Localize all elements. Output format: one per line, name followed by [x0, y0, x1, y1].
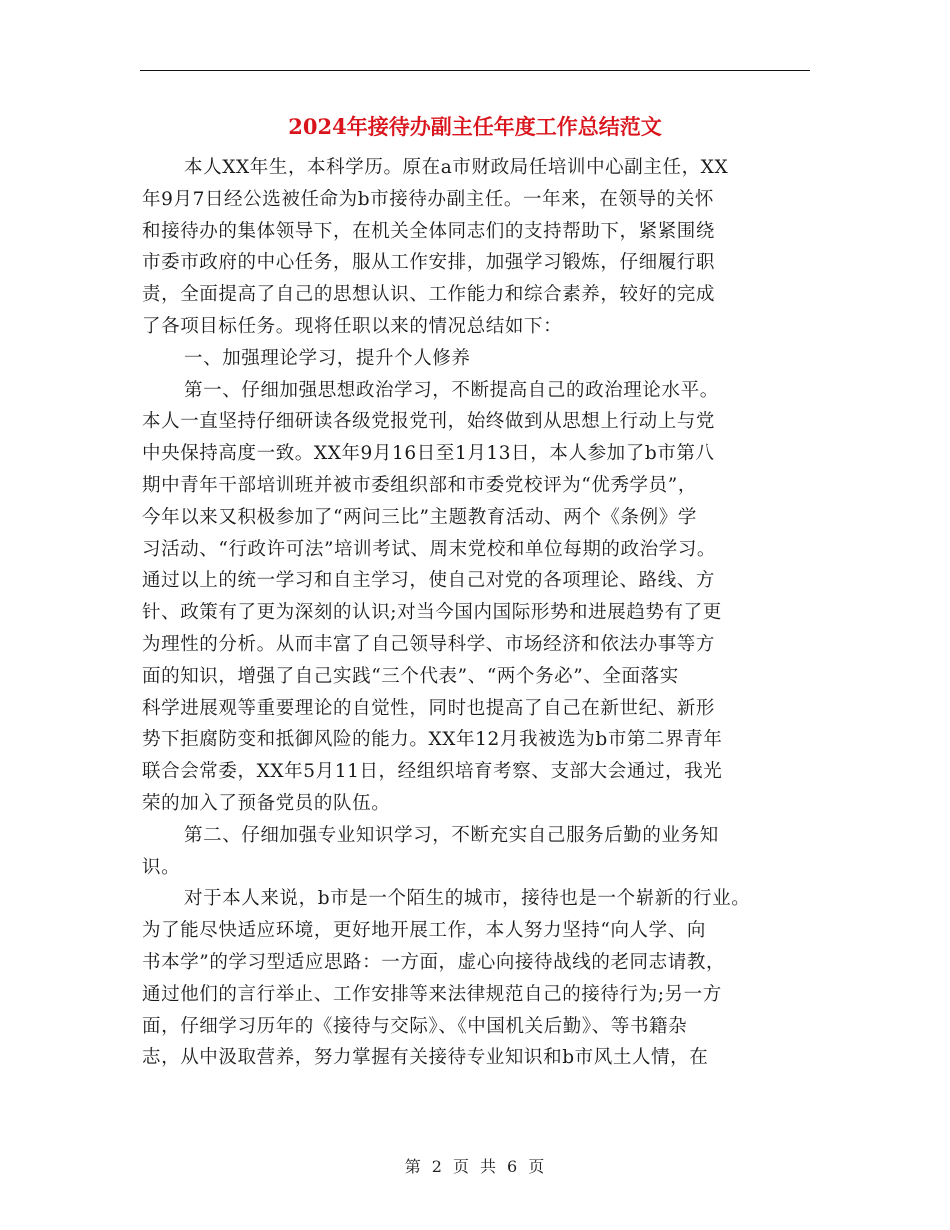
text-line: 中央保持高度一致。XX年9月16日至1月13日，本人参加了b市第八 [142, 443, 715, 465]
text-line: 期中青年干部培训班并被市委组织部和市委党校评为“优秀学员”， [142, 474, 697, 496]
text-line: 面的知识，增强了自己实践“三个代表”、“两个务必”、全面落实 [142, 665, 679, 687]
text-line: 习活动、“行政许可法”培训考试、周末党校和单位每期的政治学习。 [142, 538, 717, 560]
footer-ye: 页 [452, 1157, 470, 1176]
footer-di: 第 [404, 1157, 422, 1176]
text-line: 通过他们的言行举止、工作安排等来法律规范自己的接待行为;另一方 [142, 983, 722, 1005]
text-line: 第一、仔细加强思想政治学习，不断提高自己的政治理论水平。 [184, 379, 719, 401]
document-body [142, 152, 822, 1074]
text-line: 了各项目标任务。现将任职以来的情况总结如下： [142, 315, 563, 337]
text-line: 市委市政府的中心任务，服从工作安排，加强学习锻炼，仔细履行职 [142, 252, 716, 274]
page-total: 6 [507, 1157, 519, 1176]
text-line: 为理性的分析。从而丰富了自己领导科学、市场经济和依法办事等方 [142, 633, 716, 655]
text-line: 科学进展观等重要理论的自觉性，同时也提高了自己在新世纪、新形 [142, 697, 716, 719]
text-line: 面，仔细学习历年的《接待与交际》、《中国机关后勤》、等书籍杂 [142, 1015, 688, 1037]
text-line: 为了能尽快适应环境，更好地开展工作，本人努力坚持“向人学、向 [142, 920, 706, 942]
text-line: 志，从中汲取营养，努力掌握有关接待专业知识和b市风土人情，在 [142, 1047, 709, 1069]
text-line: 书本学”的学习型适应思路：一方面，虚心向接待战线的老同志请教， [142, 951, 726, 973]
text-line: 对于本人来说，b市是一个陌生的城市，接待也是一个崭新的行业。 [184, 888, 751, 910]
text-line: 责，全面提高了自己的思想认识、工作能力和综合素养，较好的完成 [142, 284, 716, 306]
text-line: 今年以来又积极参加了“两问三比”主题教育活动、两个《条例》学 [142, 506, 697, 528]
text-line: 年9月7日经公选被任命为b市接待办副主任。一年来，在领导的关怀 [142, 188, 714, 210]
page-footer [0, 1154, 950, 1177]
text-line: 第二、仔细加强专业知识学习，不断充实自己服务后勤的业务知 [184, 824, 719, 846]
text-line: 联合会常委，XX年5月11日，经组织培育考察、支部大会通过，我光 [142, 761, 723, 783]
text-line: 本人一直坚持仔细研读各级党报党刊，始终做到从思想上行动上与党 [142, 411, 716, 433]
document-title: 2024年接待办副主任年度工作总结范文 [288, 114, 662, 139]
text-line: 针、政策有了更为深刻的认识;对当今国内国际形势和进展趋势有了更 [142, 602, 722, 624]
header-rule [140, 70, 810, 71]
text-line: 荣的加入了预备党员的队伍。 [142, 792, 391, 814]
section-heading: 一、加强理论学习，提升个人修养 [184, 347, 471, 369]
text-line: 势下拒腐防变和抵御风险的能力。XX年12月我被选为b市第二界青年 [142, 729, 723, 751]
text-line: 通过以上的统一学习和自主学习，使自己对党的各项理论、路线、方 [142, 570, 716, 592]
footer-ye2: 页 [528, 1157, 546, 1176]
page-number: 2 [431, 1157, 443, 1176]
text-line: 本人XX年生，本科学历。原在a市财政局任培训中心副主任，XX [184, 157, 729, 178]
text-line: 和接待办的集体领导下，在机关全体同志们的支持帮助下，紧紧围绕 [142, 220, 716, 242]
text-line: 识。 [142, 856, 181, 878]
footer-gong: 共 [480, 1157, 498, 1176]
